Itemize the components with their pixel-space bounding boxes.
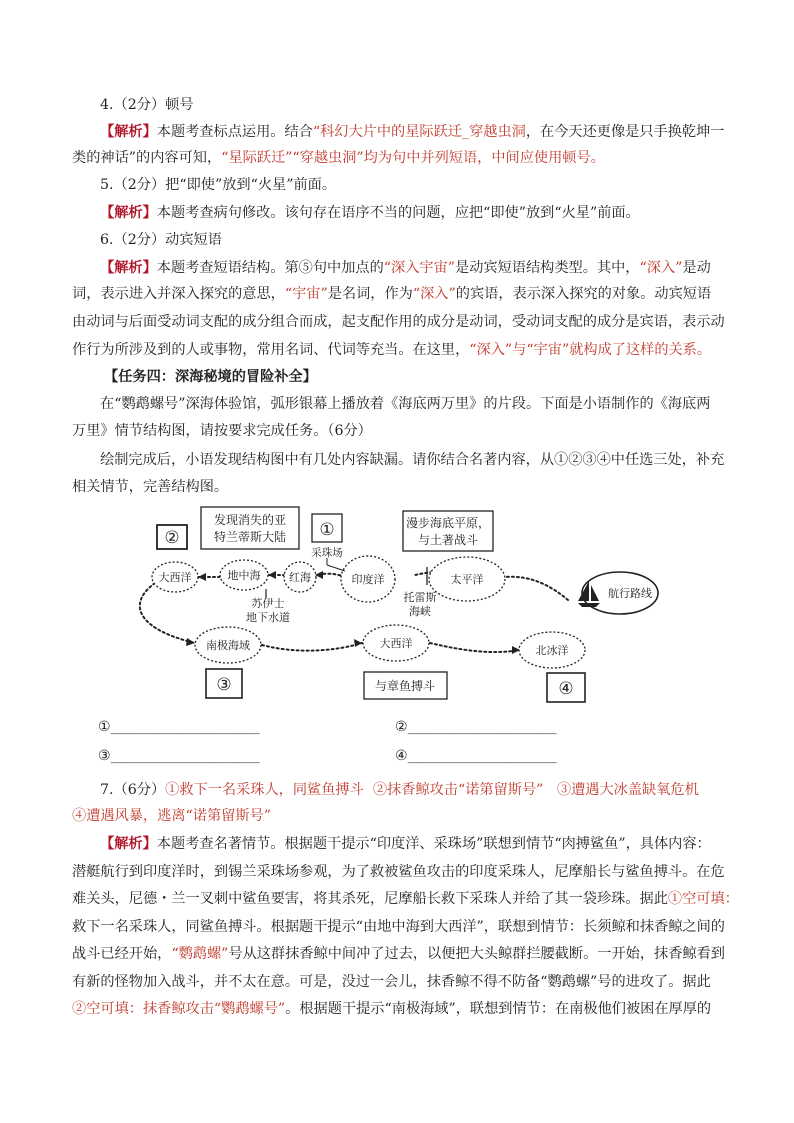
q7-heading <box>100 780 760 800</box>
q7-quote: “鹦鹉螺” <box>171 946 229 962</box>
q6-explanation-line-1 <box>100 258 760 278</box>
q4-text: ，在今天还更像是只手换乾坤一 <box>525 124 725 140</box>
q5-text: 本题考查病句修改。该句存在语序不当的问题，应把“即使”放到“火星”前面。 <box>156 205 640 221</box>
analysis-tag: 【解析】 <box>100 124 157 140</box>
q4-answer-text: “星际跃迁”“穿越虫洞”均为句中并列短语，中间应使用顿号。 <box>221 150 605 166</box>
q4-explanation-line-2 <box>72 148 732 168</box>
analysis-tag: 【解析】 <box>100 836 157 852</box>
task4-paragraph-1-line-2: 万里》情节结构图，请按要求完成任务。（6分） <box>72 423 372 439</box>
q5-heading: 5.（2分）把“即使”放到“火星”前面。 <box>100 177 337 193</box>
arrow-head <box>354 639 362 647</box>
route-segment <box>140 583 195 643</box>
task4-title: 【任务四：深海秘境的冒险补全】 <box>104 369 317 385</box>
arrow-head <box>268 571 276 579</box>
analysis-tag: 【解析】 <box>100 260 157 276</box>
label-atlantic-1: 大西洋 <box>158 571 192 584</box>
box-walk-line-2: 与土著战斗 <box>417 533 479 547</box>
label-mediterranean: 地中海 <box>227 569 261 582</box>
q6-quote: “宇宙” <box>284 286 328 302</box>
q7-explanation-line-4: 救下一名采珠人，同鲨鱼搏斗。根据题干提示“由地中海到大西洋”，联想到情节：长须鲸和抹香鲸之间的 <box>72 919 725 935</box>
route-segment <box>430 643 520 652</box>
q6-quote: “深入” <box>412 286 456 302</box>
label-red-sea: 红海 <box>289 571 311 584</box>
task4-paragraph-1-line-1: 在“鹦鹉螺号”深海体验馆，弧形银幕上播放着《海底两万里》的片段。下面是小语制作的《海底两 <box>100 396 711 412</box>
task4-paragraph-2-line-1: 绘制完成后，小语发现结构图中有几处内容缺漏。请你结合名著内容，从①②③④中任选三处，补充 <box>100 452 725 468</box>
label-pearl-farm: 采珠场 <box>311 547 343 559</box>
arrow-head <box>198 573 206 581</box>
route-segment <box>262 643 362 651</box>
blank-box-4-number: ④ <box>558 679 574 699</box>
label-antarctic: 南极海域 <box>206 639 250 652</box>
box-atlantis-line-2: 特兰蒂斯大陆 <box>213 530 287 544</box>
task4-paragraph-2-line-2: 相关情节，完善结构图。 <box>72 479 229 495</box>
q6-text: 的宾语，表示深入探究的对象。动宾短语 <box>455 286 712 302</box>
q6-quote: “深入” <box>639 260 683 276</box>
analysis-tag: 【解析】 <box>100 205 157 221</box>
q7-text: 。根据题干提示“南极海域”，联想到情节：在南极他们被困在厚厚的 <box>285 1001 712 1017</box>
q6-explanation-line-3: 由动词与后面受动词支配的成分组合而成，起支配作用的成分是动词，受动词支配的成分是宾语，表示动 <box>72 314 725 330</box>
q6-text: 是名词，作为 <box>327 286 413 302</box>
q7-text: 号从这群抹香鲸中间冲了过去，以便把大头鲸群拦腰截断。一开始，抹香鲸看到 <box>228 946 725 962</box>
q4-text: 类的神话” <box>72 150 137 166</box>
q7-explanation-line-2: 潜艇航行到印度洋时，到锡兰采珠场参观，为了救被鲨鱼攻击的印度采珠人，尼摩船长与鲨鱼搏斗。在危 <box>72 864 725 880</box>
q6-text: 作行为所涉及到的人或事物，常用名词、代词等充当。在这里， <box>72 342 470 358</box>
label-pacific: 太平洋 <box>450 573 484 586</box>
answer-blank-1[interactable]: ①_____________________ <box>98 719 260 735</box>
q6-text: 本题考查短语结构。第⑤句中加点的 <box>156 260 384 276</box>
answer-blank-2[interactable]: ②_____________________ <box>395 719 557 735</box>
label-atlantic-2: 大西洋 <box>379 637 413 650</box>
label-suez-line-1: 苏伊士 <box>251 597 285 610</box>
q7-text: 本题考查名著情节。根据题干提示“印度洋、采珠场”联想到情节“肉搏鲨鱼”，具体内容： <box>156 836 711 852</box>
q7-explanation-line-3 <box>72 889 739 909</box>
q7-answer-4: ④遭遇风暴，逃离“诺第留斯号” <box>72 808 271 824</box>
q6-text: 是动宾短语结构类型。其中， <box>455 260 640 276</box>
q7-answer-2: ②抹香鲸攻击“诺第留斯号” <box>372 782 544 798</box>
q7-answer-1: ①救下一名采珠人，同鲨鱼搏斗 <box>165 782 364 798</box>
q7-number: 7.（6分） <box>100 782 166 798</box>
q7-explanation-line-5 <box>72 944 732 964</box>
q6-quote: “深入宇宙” <box>383 260 456 276</box>
q6-explanation-line-4 <box>72 340 732 360</box>
blank-box-1-number: ① <box>319 520 335 540</box>
q7-text: 难关头，尼德・兰一叉刺中鲨鱼要害，将其杀死，尼摩船长救下采珠人并给了其一袋珍珠。据此 <box>72 891 668 907</box>
label-torres-line-1: 托雷斯 <box>403 591 437 604</box>
q4-quote: “科幻大片中的星际跃迁_穿越虫洞 <box>312 124 526 140</box>
q7-answer-line-2 <box>72 806 732 826</box>
q7-explanation-line-7 <box>72 999 732 1019</box>
q4-heading: 4.（2分）顿号 <box>100 97 194 113</box>
q7-answer-3: ③遭遇大冰盖缺氧危机 <box>556 782 699 798</box>
q6-explanation-line-2 <box>72 284 732 304</box>
q7-explanation-line-6: 有新的怪物加入战斗，并不太在意。可是，没过一会儿，抹香鲸不得不防备“鹦鹉螺”号的进攻了。据此 <box>72 974 711 990</box>
answer-blank-4[interactable]: ④_____________________ <box>395 748 557 764</box>
q7-fill-note: ①空可填： <box>667 891 739 907</box>
label-suez-line-2: 地下水道 <box>246 611 290 624</box>
box-atlantis-line-1: 发现消失的亚 <box>213 513 287 527</box>
pearl-pointer <box>327 565 345 571</box>
box-octopus-label: 与章鱼搏斗 <box>374 679 436 693</box>
q7-fill-note: ②空可填：抹香鲸攻击“鹦鹉螺号” <box>72 1001 286 1017</box>
label-route: 航行路线 <box>608 587 652 600</box>
q7-explanation-line-1 <box>100 834 760 854</box>
q6-text: 是动 <box>682 260 711 276</box>
route-segment <box>505 577 568 600</box>
blank-box-2-number: ② <box>164 528 180 548</box>
q4-text: 的内容可知， <box>136 150 222 166</box>
answer-blank-3[interactable]: ③_____________________ <box>98 748 260 764</box>
plot-structure-diagram <box>100 505 700 710</box>
q6-heading: 6.（2分）动宾短语 <box>100 232 222 248</box>
label-torres-line-2: 海峡 <box>409 605 431 618</box>
box-walk-line-1: 漫步海底平原， <box>405 516 491 530</box>
label-arctic: 北冰洋 <box>535 644 569 657</box>
q5-explanation <box>100 203 760 223</box>
label-indian-ocean: 印度洋 <box>351 573 385 586</box>
q6-text: 词，表示进入并深入探究的意思， <box>72 286 285 302</box>
q7-text: 战斗已经开始， <box>72 946 172 962</box>
q4-text: 本题考查标点运用。结合 <box>156 124 313 140</box>
blank-box-3-number: ③ <box>216 675 232 695</box>
q4-explanation-line-1 <box>100 122 760 142</box>
q6-answer-text: “深入”与“宇宙”就构成了这样的关系。 <box>469 342 712 358</box>
